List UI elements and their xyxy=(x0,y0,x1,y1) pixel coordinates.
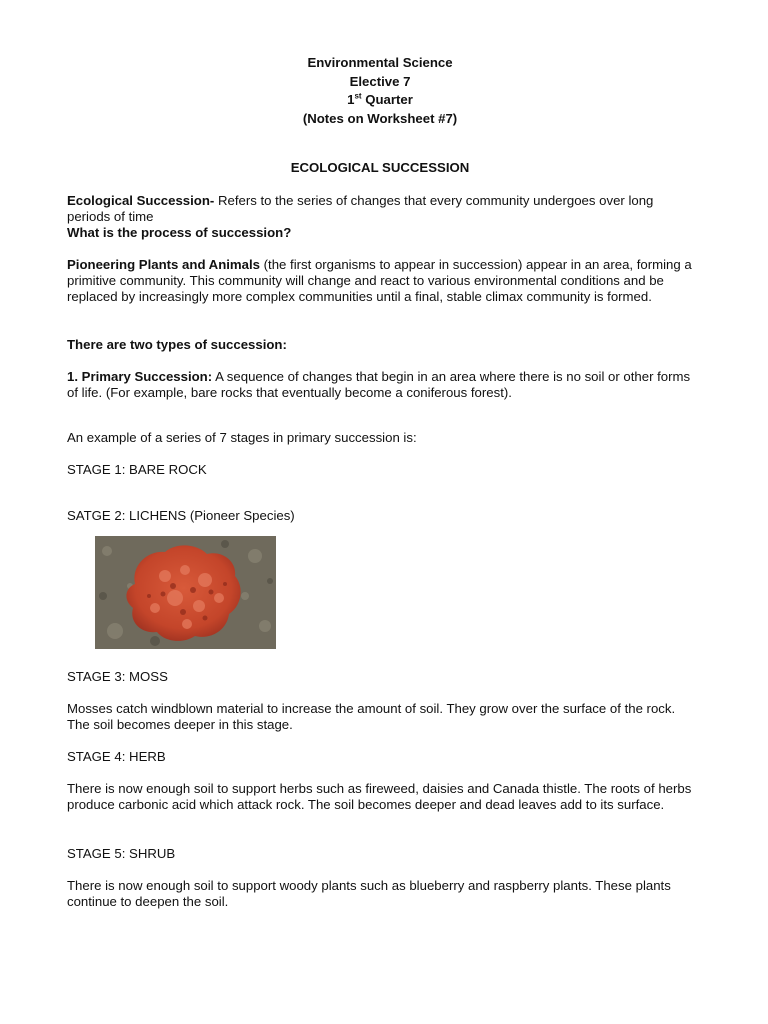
page-title: ECOLOGICAL SUCCESSION xyxy=(290,160,470,175)
lichen-illustration xyxy=(95,536,276,649)
course-title: Environmental Science xyxy=(307,55,453,70)
notes-line: (Notes on Worksheet #7) xyxy=(302,111,458,126)
quarter-superscript: st xyxy=(354,91,362,101)
stage-5-heading: STAGE 5: SHRUB xyxy=(67,846,176,861)
definition-term: Ecological Succession- xyxy=(67,193,215,208)
types-heading: There are two types of succession: xyxy=(67,337,287,352)
definition-paragraph xyxy=(67,193,697,225)
primary-text: A sequence of changes that begin in an area where there is no soil or other forms of life. (For example, bare rocks that eventually become a coniferous forest). xyxy=(67,369,691,400)
stage-5-text: There is now enough soil to support woody plants such as blueberry and raspberry plants. These plants continue to deepen the soil. xyxy=(67,878,671,909)
definition-text: Refers to the series of changes that every community undergoes over long periods of time xyxy=(67,193,654,224)
stage-1-heading: STAGE 1: BARE ROCK xyxy=(67,462,207,477)
stage-4-heading: STAGE 4: HERB xyxy=(67,749,166,764)
stage-4-text: There is now enough soil to support herbs such as fireweed, daisies and Canada thistle. The roots of herbs produce carbonic acid which attack rock. The soil becomes deeper and dead leaves add to its surface. xyxy=(67,781,692,812)
stage-2-heading: SATGE 2: LICHENS (Pioneer Species) xyxy=(67,508,295,523)
pioneer-term: Pioneering Plants and Animals xyxy=(67,257,260,272)
primary-term: 1. Primary Succession: xyxy=(67,369,213,384)
stage-3-heading: STAGE 3: MOSS xyxy=(67,669,168,684)
quarter-line xyxy=(0,92,760,108)
elective-line: Elective 7 xyxy=(349,74,411,89)
example-intro: An example of a series of 7 stages in primary succession is: xyxy=(67,430,417,445)
process-question: What is the process of succession? xyxy=(67,225,292,240)
quarter-number: 1 xyxy=(347,92,355,107)
stage-3-text: Mosses catch windblown material to increase the amount of soil. They grow over the surface of the rock. The soil becomes deeper in this stage. xyxy=(67,701,676,732)
primary-paragraph xyxy=(67,369,697,401)
pioneer-text: (the first organisms to appear in succession) appear in an area, forming a primitive community. This community will change and react to various environmental conditions and be replaced by increasingly more complex communities until a final, stable climax community is formed. xyxy=(67,257,692,304)
quarter-word: Quarter xyxy=(361,92,413,107)
pioneer-paragraph xyxy=(67,257,697,305)
lichen-photo xyxy=(95,536,276,649)
